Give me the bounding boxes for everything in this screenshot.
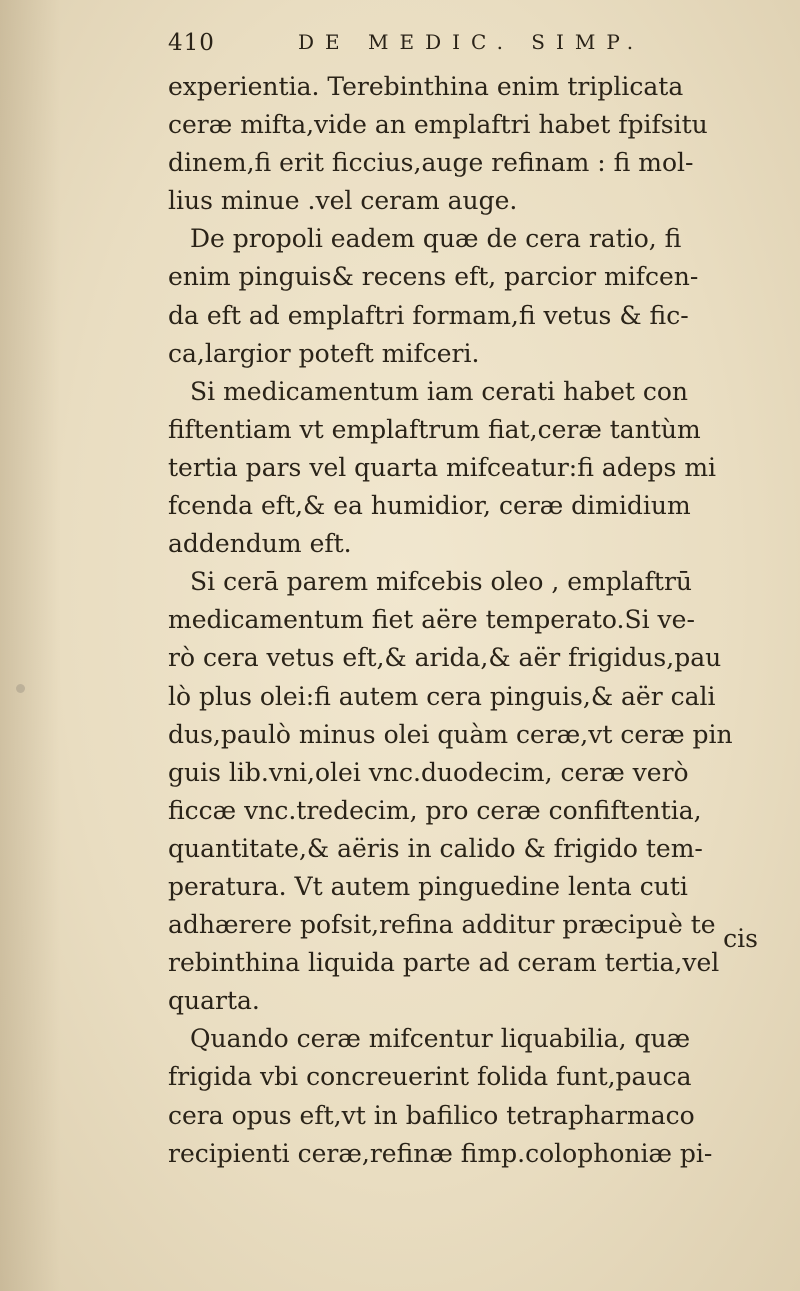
text-line: peratura. Vt autem pinguedine lenta cuti bbox=[168, 871, 688, 901]
text-line: addendum eft. bbox=[168, 529, 352, 559]
text-line: recipienti ceræ,refinæ fimp.colophoniæ pi- bbox=[168, 1138, 713, 1168]
text-line: rò cera vetus eft,& arida,& aër frigidus,pau bbox=[168, 643, 722, 673]
text-line: lò plus olei:fi autem cera pinguis,& aër cali bbox=[168, 681, 716, 711]
text-line: guis lib.vni,olei vnc.duodecim, ceræ verò bbox=[168, 757, 689, 787]
paragraph-start-line: Quando ceræ mifcentur liquabilia, quæ bbox=[190, 1024, 691, 1054]
paragraph-start-line: De propoli eadem quæ de cera ratio, fi bbox=[190, 224, 682, 254]
text-line: ca,largior poteft mifceri. bbox=[168, 338, 480, 368]
text-line: dus,paulò minus olei quàm ceræ,vt ceræ pin bbox=[168, 719, 733, 749]
text-line: quantitate,& aëris in calido & frigido tem- bbox=[168, 833, 703, 863]
running-head bbox=[168, 30, 728, 64]
text-line: dinem,fi erit ficcius,auge refinam : fi mol- bbox=[168, 148, 694, 178]
text-line: experientia. Terebinthina enim triplicata bbox=[168, 72, 684, 101]
catchword: cis bbox=[723, 924, 758, 953]
margin-spot bbox=[16, 684, 25, 693]
text-line: medicamentum fiet aëre temperato.Si ve- bbox=[168, 605, 695, 635]
text-line: ceræ mifta,vide an emplaftri habet fpifsitu bbox=[168, 110, 708, 140]
text-line: tertia pars vel quarta mifceatur:fi adeps mi bbox=[168, 452, 717, 482]
text-line: frigida vbi concreuerint folida funt,pauca bbox=[168, 1062, 692, 1092]
text-line: ficcæ vnc.tredecim, pro ceræ confiftentia, bbox=[168, 795, 702, 825]
paragraph-start-line: Si medicamentum iam cerati habet con bbox=[190, 376, 689, 406]
text-line: enim pinguis& recens eft, parcior mifcen- bbox=[168, 262, 699, 292]
text-line: fcenda eft,& ea humidior, ceræ dimidium bbox=[168, 491, 691, 521]
text-line: adhærere pofsit,refina additur præcipuè te bbox=[168, 910, 716, 940]
text-line: da eft ad emplaftri formam,fi vetus & fic- bbox=[168, 300, 689, 330]
text-line: fiftentiam vt emplaftrum fiat,ceræ tantùm bbox=[168, 414, 701, 444]
body-text bbox=[168, 68, 758, 1173]
text-line: lius minue .vel ceram auge. bbox=[168, 186, 518, 216]
text-line: rebinthina liquida parte ad ceram tertia,vel bbox=[168, 948, 720, 978]
text-line: cera opus eft,vt in bafilico tetrapharmaco bbox=[168, 1100, 695, 1130]
page-number: 410 bbox=[168, 30, 215, 56]
gutter-shadow bbox=[0, 0, 60, 1291]
paragraph-start-line: Si cerā parem mifcebis oleo , emplaftrū bbox=[190, 567, 692, 597]
running-title: DE MEDIC. SIMP. bbox=[298, 30, 645, 54]
text-line: quarta. bbox=[168, 986, 260, 1016]
